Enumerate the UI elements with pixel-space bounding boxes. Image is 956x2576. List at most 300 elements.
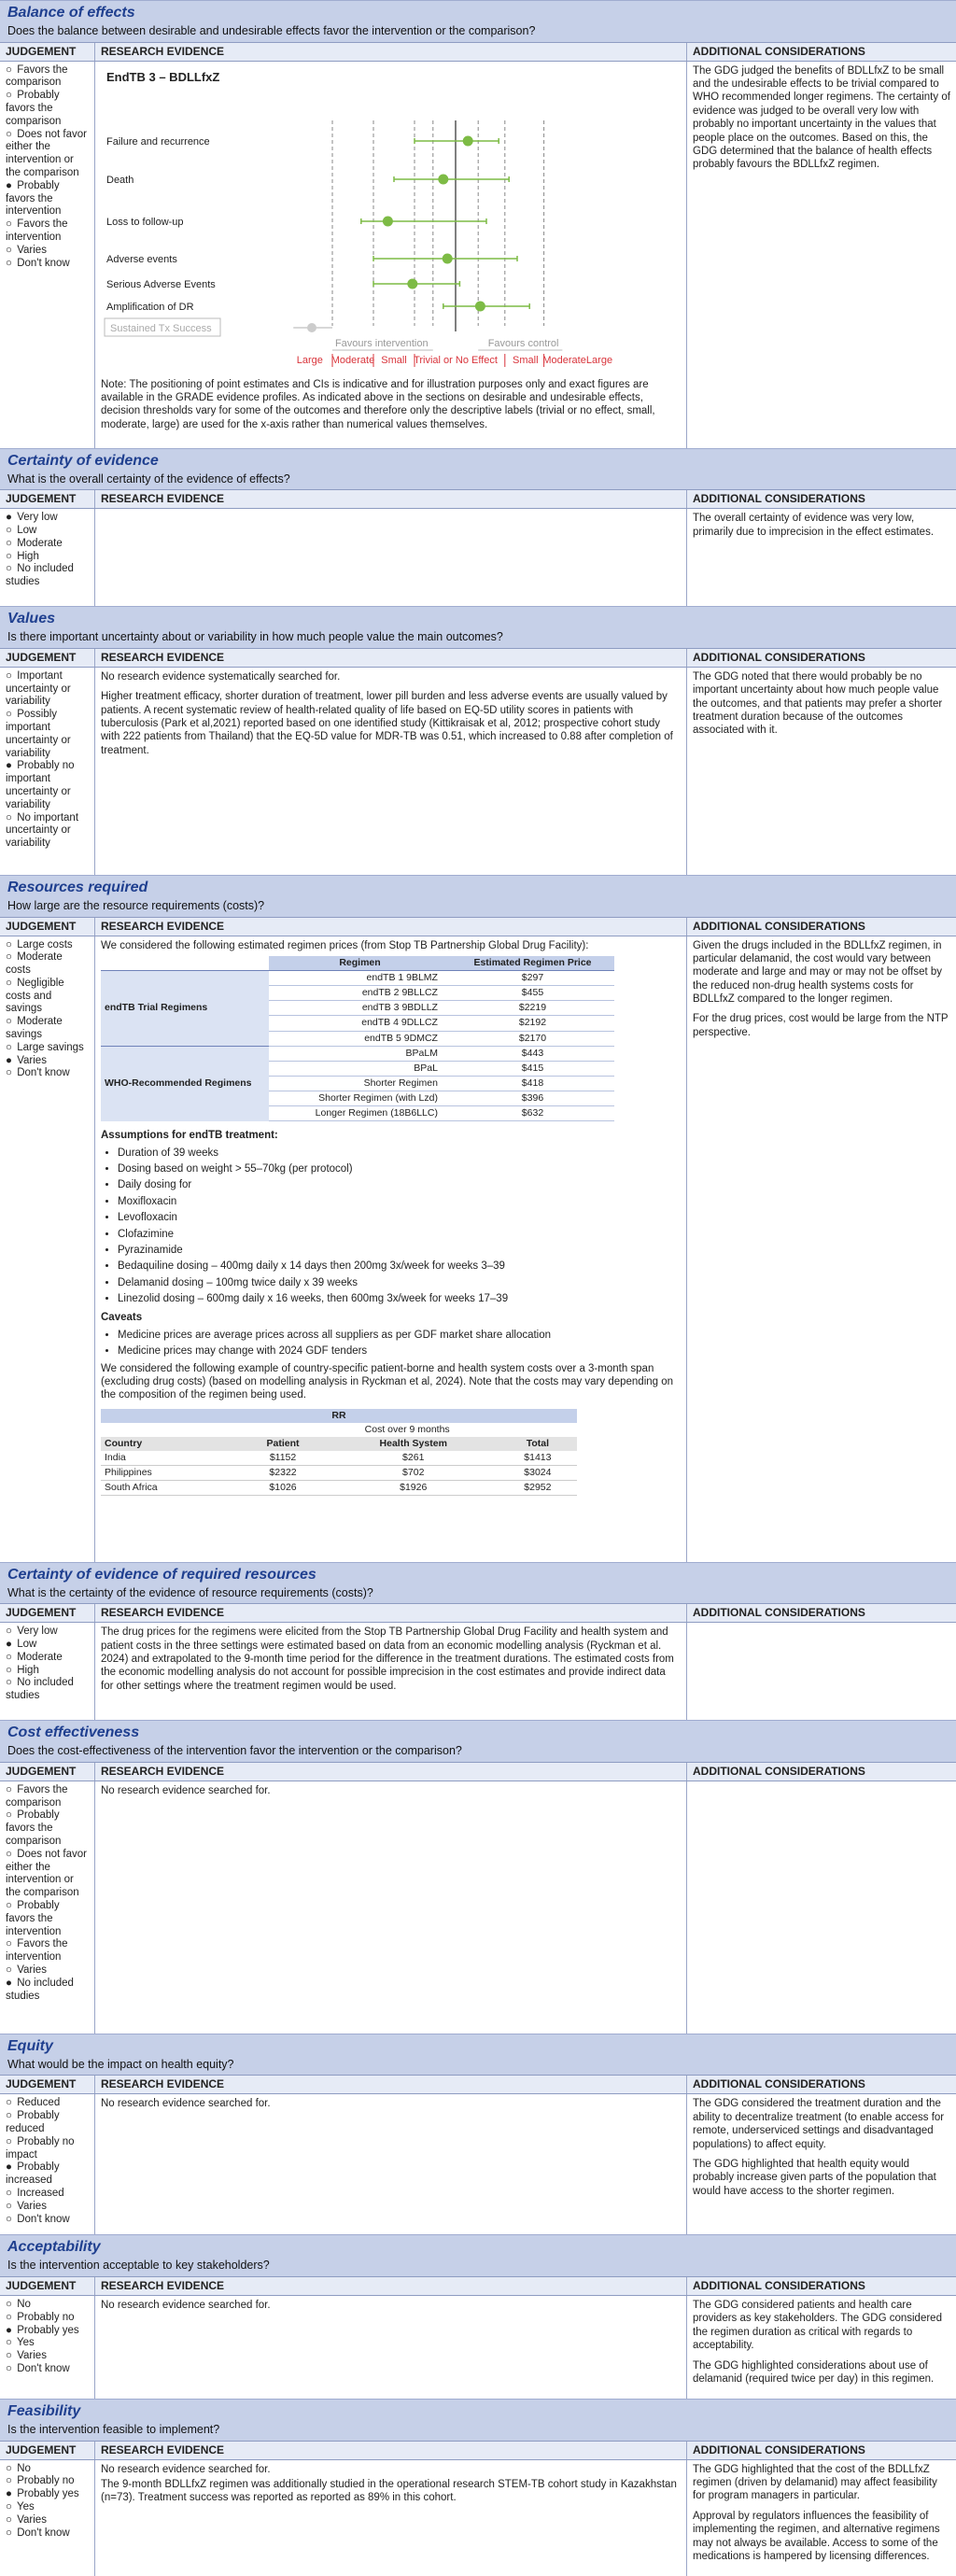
judgement-option[interactable] — [6, 2136, 89, 2162]
judgement-option-label: Varies — [14, 2200, 47, 2212]
header-additional: ADDITIONAL CONSIDERATIONS — [693, 2279, 865, 2292]
forest-faded-label: Sustained Tx Success — [110, 322, 212, 334]
header-judgement: JUDGEMENT — [0, 2442, 95, 2459]
header-additional: ADDITIONAL CONSIDERATIONS — [693, 1606, 865, 1620]
judgement-option[interactable] — [6, 2188, 89, 2201]
judgement-option-label: Moderate costs — [6, 951, 63, 977]
judgement-option[interactable] — [6, 538, 89, 551]
judgement-option-label: Does not favor either the intervention or the comparison — [6, 128, 87, 178]
price-table-regimen: Longer Regimen (18B6LLC) — [269, 1106, 451, 1121]
section-body — [0, 509, 956, 606]
radio-selected-icon: ● — [6, 1054, 12, 1066]
judgement-option-label: Favors the comparison — [6, 1783, 68, 1809]
research-text: The drug prices for the regimens were elicited from the Stop TB Partnership Global Drug Facility and health system and patient costs in the three settings were estimated based on data from an economic modelling analysis (Ryckman et al. 2024) and extrapolated to the 9-month time period for the difference in the treatment durations. The estimated costs from the economic modelling analysis do not account for possible imprecision in the cost estimates and provide indirect data for other settings where the treatment regimen would be used. — [101, 1626, 674, 1692]
judgement-options — [0, 936, 95, 1562]
judgement-option-label: Moderate — [14, 537, 63, 549]
scale-label-center: Trivial or No Effect — [414, 354, 498, 366]
cost-table-cell: South Africa — [101, 1481, 237, 1496]
research-text: The 9-month BDLLfxZ regimen was additionally studied in the operational research STEM-TB cohort study in Kazakhstan (n=73). Treatment success was reported as reported as 89% in this cohort. — [101, 2479, 677, 2504]
judgement-option[interactable] — [6, 2463, 89, 2476]
judgement-option[interactable] — [6, 1055, 89, 1068]
radio-empty-icon: ○ — [6, 2337, 12, 2349]
judgement-option-label: Important uncertainty or variability — [6, 669, 71, 708]
forest-point-estimate — [307, 323, 316, 332]
judgement-option-label: Don't know — [14, 2527, 70, 2539]
section-question: Is the intervention acceptable to key stakeholders? — [0, 2258, 956, 2276]
assumption-item: • Dosing based on weight > 55–70kg (per protocol) — [118, 1162, 681, 1175]
cost-table-subtitle: Cost over 9 months — [364, 1423, 450, 1435]
judgement-option-label: Very low — [14, 512, 58, 524]
judgement-option[interactable] — [6, 812, 89, 851]
radio-empty-icon: ○ — [6, 2501, 12, 2513]
judgement-option[interactable] — [6, 2110, 89, 2136]
forest-point-estimate — [443, 253, 453, 263]
caveat-item: • Medicine prices may change with 2024 GDF tenders — [118, 1344, 681, 1358]
research-intro: We considered the following estimated regimen prices (from Stop TB Partnership Global Drug Facility): — [101, 939, 589, 951]
judgement-option[interactable] — [6, 1016, 89, 1042]
price-table-price: $396 — [451, 1091, 614, 1106]
assumptions-title: Assumptions for endTB treatment: — [101, 1130, 278, 1142]
section-body — [0, 668, 956, 875]
judgement-option-label: Don't know — [14, 257, 70, 269]
radio-empty-icon: ○ — [6, 669, 12, 682]
judgement-option[interactable] — [6, 2337, 89, 2350]
radio-empty-icon: ○ — [6, 550, 12, 562]
forest-outcome-label: Amplification of DR — [106, 301, 194, 313]
header-research: RESEARCH EVIDENCE — [95, 1604, 687, 1622]
judgement-option-label: Probably increased — [6, 2161, 60, 2187]
cost-table-row — [101, 1481, 577, 1496]
additional-text: The GDG judged the benefits of BDLLfxZ to be small and the undesirable effects to be trivial compared to WHO recommended longer regimens. The certainty of evidence was judged to be overall very low with probably no important uncertainty in the values that people place on the outcomes. Based on this, the GDG determined that the balance of health effects probably favours the BDLLfxZ regimen. — [693, 64, 950, 171]
cost-table-cell: Philippines — [101, 1466, 237, 1481]
section-acceptability — [0, 2234, 956, 2399]
judgement-option[interactable] — [6, 1639, 89, 1652]
radio-empty-icon: ○ — [6, 2200, 12, 2212]
judgement-option[interactable] — [6, 1964, 89, 1978]
judgement-option-label: Don't know — [14, 2213, 70, 2225]
judgement-option-label: Low — [14, 525, 37, 537]
radio-empty-icon: ○ — [6, 2475, 12, 2487]
judgement-option-label: Probably no — [14, 2311, 75, 2323]
additional-considerations — [687, 936, 956, 1562]
judgement-option[interactable] — [6, 512, 89, 525]
header-judgement: JUDGEMENT — [0, 918, 95, 936]
judgement-option-label: Favors the comparison — [6, 63, 68, 89]
cost-table-cell: $2322 — [237, 1466, 328, 1481]
judgement-option[interactable] — [6, 245, 89, 258]
forest-title: EndTB 3 – BDLLfxZ — [106, 69, 220, 84]
forest-outcome-label: Loss to follow-up — [106, 216, 184, 228]
radio-empty-icon: ○ — [6, 1809, 12, 1822]
research-text: No research evidence searched for. — [101, 2463, 271, 2475]
price-table-price: $2192 — [451, 1016, 614, 1031]
radio-empty-icon: ○ — [6, 2135, 12, 2147]
assumption-item: • Linezolid dosing – 600mg daily x 16 weeks, then 600mg 3x/week for weeks 17–39 — [118, 1292, 681, 1305]
section-title: Equity — [0, 2034, 956, 2057]
header-additional: ADDITIONAL CONSIDERATIONS — [693, 492, 865, 506]
section-resources-required — [0, 875, 956, 1562]
radio-selected-icon: ● — [6, 2488, 12, 2500]
judgement-option[interactable] — [6, 2501, 89, 2514]
regimen-price-table — [101, 956, 614, 1121]
price-table-regimen: BPaL — [269, 1061, 451, 1076]
section-question: What is the certainty of the evidence of resource requirements (costs)? — [0, 1585, 956, 1604]
radio-empty-icon: ○ — [6, 977, 12, 989]
scale-label: Large — [585, 354, 613, 366]
section-title: Resources required — [0, 875, 956, 898]
column-headers — [0, 2075, 956, 2094]
cost-table-cell: India — [101, 1451, 237, 1466]
judgement-option[interactable] — [6, 709, 89, 760]
radio-empty-icon: ○ — [6, 2350, 12, 2362]
judgement-option-label: Varies — [14, 2350, 47, 2362]
judgement-option-label: No — [14, 2462, 31, 2474]
judgement-option-label: No important uncertainty or variability — [6, 811, 79, 850]
judgement-option-label: High — [14, 550, 39, 562]
research-text: No research evidence systematically searched for. — [101, 670, 341, 683]
judgement-option-label: No — [14, 2299, 31, 2310]
header-research: RESEARCH EVIDENCE — [95, 918, 687, 936]
header-additional: ADDITIONAL CONSIDERATIONS — [693, 44, 865, 58]
judgement-option[interactable] — [6, 2312, 89, 2325]
radio-empty-icon: ○ — [6, 709, 12, 721]
judgement-option[interactable] — [6, 2097, 89, 2110]
radio-empty-icon: ○ — [6, 2462, 12, 2474]
additional-text: The overall certainty of evidence was very low, primarily due to imprecision in the effect estimates. — [693, 513, 935, 538]
radio-empty-icon: ○ — [6, 1664, 12, 1676]
header-additional: ADDITIONAL CONSIDERATIONS — [693, 1764, 865, 1778]
cost-table-cell: $3024 — [499, 1466, 577, 1481]
forest-note: Note: The positioning of point estimates and CIs is indicative and for illustration purposes only and exact figures are available in the GRADE evidence profiles. As indicated above in the sections on desirable and undesirable effects, decision thresholds vary for some of the outcomes and therefore only the descriptive labels (trivial or no effect, small, moderate, large) are used for the x-axis rather than numerical values themselves. — [101, 378, 655, 430]
section-title: Balance of effects — [0, 0, 956, 23]
assumption-item: • Duration of 39 weeks — [118, 1147, 681, 1160]
judgement-option-label: Don't know — [14, 2362, 70, 2374]
judgement-option-label: Probably reduced — [6, 2110, 60, 2134]
price-table-row — [101, 1046, 614, 1061]
price-table-header: Regimen — [269, 956, 451, 971]
judgement-option[interactable] — [6, 2201, 89, 2214]
forest-point-estimate — [438, 174, 448, 184]
header-judgement: JUDGEMENT — [0, 1604, 95, 1622]
forest-point-estimate — [463, 135, 473, 146]
judgement-options — [0, 509, 95, 606]
additional-considerations — [687, 1623, 956, 1720]
header-research: RESEARCH EVIDENCE — [95, 43, 687, 61]
forest-outcome-label: Serious Adverse Events — [106, 278, 216, 290]
cost-table-row — [101, 1451, 577, 1466]
judgement-option-label: No included studies — [6, 1977, 74, 2002]
header-research: RESEARCH EVIDENCE — [95, 2277, 687, 2295]
caveat-item: • Medicine prices are average prices across all suppliers as per GDF market share allocation — [118, 1329, 681, 1342]
radio-empty-icon: ○ — [6, 2311, 12, 2323]
scale-label: Moderate — [542, 354, 586, 366]
judgement-option[interactable] — [6, 670, 89, 709]
judgement-options — [0, 1781, 95, 2034]
column-headers — [0, 648, 956, 668]
cost-table-cell: $1026 — [237, 1481, 328, 1496]
judgement-option-label: Varies — [14, 244, 47, 256]
cost-table-cell: $2952 — [499, 1481, 577, 1496]
judgement-option-label: Reduced — [14, 2097, 61, 2109]
column-headers — [0, 1762, 956, 1781]
judgement-option[interactable] — [6, 1652, 89, 1665]
column-headers — [0, 2441, 956, 2460]
judgement-option[interactable] — [6, 2363, 89, 2376]
radio-empty-icon: ○ — [6, 244, 12, 256]
judgement-option[interactable] — [6, 1938, 89, 1964]
judgement-option[interactable] — [6, 1665, 89, 1678]
section-cost-effectiveness — [0, 1720, 956, 2034]
country-cost-table — [101, 1409, 577, 1497]
section-title: Feasibility — [0, 2399, 956, 2422]
judgement-option[interactable] — [6, 1809, 89, 1848]
judgement-option-label: Yes — [14, 2501, 35, 2513]
radio-empty-icon: ○ — [6, 1899, 12, 1911]
judgement-option[interactable] — [6, 1849, 89, 1900]
research-evidence — [95, 2296, 687, 2399]
judgement-option[interactable] — [6, 129, 89, 180]
price-table-price: $443 — [451, 1046, 614, 1061]
price-table-price: $415 — [451, 1061, 614, 1076]
judgement-option-label: Does not favor either the intervention or the comparison — [6, 1848, 87, 1899]
cost-table-header: Total — [499, 1437, 577, 1451]
section-title: Values — [0, 606, 956, 629]
radio-selected-icon: ● — [6, 1638, 12, 1650]
research-text: No research evidence searched for. — [101, 1784, 271, 1796]
price-table-group: WHO-Recommended Regimens — [101, 1046, 269, 1121]
forest-outcome-label: Failure and recurrence — [106, 135, 210, 148]
judgement-option[interactable] — [6, 978, 89, 1016]
costs-text: We considered the following example of country-specific patient-borne and health system costs over a 3-month span (excluding drug costs) (based on modelling analysis in Ryckman et al, 2024). Note that the costs may vary depending on the composition of the regimen being used. — [101, 1362, 674, 1401]
judgement-option[interactable] — [6, 2214, 89, 2227]
favours-intervention-label: Favours intervention — [334, 337, 429, 349]
radio-empty-icon: ○ — [6, 525, 12, 537]
judgement-option-label: Probably favors the comparison — [6, 90, 62, 127]
radio-empty-icon: ○ — [6, 257, 12, 269]
cost-table-cell: $1152 — [237, 1451, 328, 1466]
research-evidence — [95, 1623, 687, 1720]
judgement-option[interactable] — [6, 2325, 89, 2338]
judgement-option[interactable] — [6, 1042, 89, 1055]
section-certainty-of-evidence — [0, 448, 956, 607]
additional-considerations — [687, 509, 956, 606]
price-table-price: $632 — [451, 1106, 614, 1121]
judgement-option-label: Negligible costs and savings — [6, 977, 64, 1015]
judgement-option-label: Probably favors the intervention — [6, 179, 62, 218]
judgement-option[interactable] — [6, 1626, 89, 1639]
radio-empty-icon: ○ — [6, 1067, 12, 1079]
section-body — [0, 1781, 956, 2034]
judgement-option-label: Varies — [14, 1964, 47, 1976]
header-additional: ADDITIONAL CONSIDERATIONS — [693, 2442, 865, 2456]
research-evidence — [95, 2094, 687, 2234]
section-body — [0, 2296, 956, 2399]
radio-empty-icon: ○ — [6, 2110, 12, 2122]
radio-empty-icon: ○ — [6, 811, 12, 823]
column-headers — [0, 489, 956, 509]
judgement-option[interactable] — [6, 258, 89, 271]
judgement-option-label: Moderate — [14, 1651, 63, 1663]
radio-selected-icon: ● — [6, 760, 12, 772]
header-judgement: JUDGEMENT — [0, 2277, 95, 2295]
cost-table-title: RR — [101, 1409, 577, 1423]
radio-empty-icon: ○ — [6, 1677, 12, 1689]
price-table-price: $455 — [451, 986, 614, 1001]
judgement-option[interactable] — [6, 939, 89, 952]
header-research: RESEARCH EVIDENCE — [95, 2076, 687, 2093]
assumption-item: • Levofloxacin — [118, 1211, 681, 1224]
judgement-option[interactable] — [6, 525, 89, 538]
research-text: Higher treatment efficacy, shorter duration of treatment, lower pill burden and less adverse events are usually valued by patients. A recent systematic review of health-related quality of life based on EQ-5D utility scores in patients with tuberculosis (Park et al,2021) reported based on one identified study (Kittikraisak et al, 2012; prospective cohort study with 222 patients from Thailand) that the EQ-5D value for MDR-TB was 0.51, which increased to 0.88 after completion of treatment. — [101, 691, 673, 756]
header-judgement: JUDGEMENT — [0, 2076, 95, 2093]
forest-point-estimate — [475, 301, 485, 311]
judgement-option[interactable] — [6, 1067, 89, 1080]
judgement-option[interactable] — [6, 2488, 89, 2501]
radio-empty-icon: ○ — [6, 563, 12, 575]
forest-point-estimate — [383, 216, 393, 226]
section-certainty-resources — [0, 1562, 956, 1721]
radio-selected-icon: ● — [6, 1977, 12, 1989]
additional-text: Given the drugs included in the BDLLfxZ regimen, in particular delamanid, the cost would vary between moderate and large and may or may not be offset by the reduced non-drug health systems costs for BDLLfxZ compared to the longer regimen. — [693, 939, 942, 1005]
price-table-price: $2170 — [451, 1031, 614, 1046]
cost-table-header: Patient — [237, 1437, 328, 1451]
section-values — [0, 606, 956, 875]
radio-empty-icon: ○ — [6, 537, 12, 549]
judgement-option[interactable] — [6, 1900, 89, 1938]
judgement-option-label: Increased — [14, 2187, 64, 2199]
judgement-option[interactable] — [6, 2514, 89, 2527]
header-additional: ADDITIONAL CONSIDERATIONS — [693, 2077, 865, 2091]
additional-text: For the drug prices, cost would be large from the NTP perspective. — [693, 1013, 949, 1038]
header-judgement: JUDGEMENT — [0, 43, 95, 61]
assumption-item: • Pyrazinamide — [118, 1244, 681, 1257]
radio-selected-icon: ● — [6, 2161, 12, 2174]
research-evidence — [95, 1781, 687, 2034]
judgement-option[interactable] — [6, 2299, 89, 2312]
caveats-title: Caveats — [101, 1312, 143, 1324]
additional-considerations — [687, 2296, 956, 2399]
judgement-option[interactable] — [6, 2475, 89, 2488]
additional-considerations — [687, 62, 956, 448]
caveats-list — [118, 1329, 681, 1358]
judgement-option-label: Probably favors the comparison — [6, 1809, 62, 1847]
research-text: No research evidence searched for. — [101, 2098, 271, 2110]
judgement-option-label: Probably yes — [14, 2488, 79, 2500]
price-table-price: $418 — [451, 1076, 614, 1091]
additional-text: The GDG considered patients and health care providers as key stakeholders. The GDG considered the regimen duration as critical with regards to acceptability. — [693, 2300, 942, 2352]
judgement-options — [0, 2460, 95, 2576]
additional-considerations — [687, 2460, 956, 2576]
radio-empty-icon: ○ — [6, 2513, 12, 2526]
column-headers — [0, 42, 956, 62]
judgement-option-label: Probably yes — [14, 2324, 79, 2336]
judgement-options — [0, 62, 95, 448]
judgement-option-label: No included studies — [6, 1677, 74, 1702]
section-title: Certainty of evidence of required resources — [0, 1562, 956, 1585]
judgement-options — [0, 2296, 95, 2399]
forest-outcome-label: Adverse events — [106, 253, 177, 265]
section-body — [0, 1623, 956, 1720]
radio-selected-icon: ● — [6, 179, 12, 191]
judgement-option[interactable] — [6, 180, 89, 218]
judgement-options — [0, 2094, 95, 2234]
additional-considerations — [687, 2094, 956, 2234]
judgement-option[interactable] — [6, 760, 89, 811]
judgement-option[interactable] — [6, 1677, 89, 1703]
judgement-option-label: Possibly important uncertainty or variability — [6, 709, 71, 759]
judgement-option-label: Large costs — [14, 938, 73, 950]
judgement-option[interactable] — [6, 563, 89, 589]
header-additional: ADDITIONAL CONSIDERATIONS — [693, 650, 865, 664]
additional-text: The GDG highlighted that health equity would probably increase given parts of the population that would have access to the shorter regimen. — [693, 2158, 936, 2197]
price-table-regimen: Shorter Regimen — [269, 1076, 451, 1091]
additional-text: The GDG considered the treatment duration and the ability to decentralize treatment (to enable access for remote, underserviced settings and disadvantaged populations) to affect equity. — [693, 2098, 945, 2150]
radio-empty-icon: ○ — [6, 2097, 12, 2109]
judgement-option[interactable] — [6, 2350, 89, 2363]
price-table-regimen: endTB 3 9BDLLZ — [269, 1001, 451, 1016]
radio-empty-icon: ○ — [6, 1938, 12, 1950]
judgement-option[interactable] — [6, 90, 89, 128]
radio-empty-icon: ○ — [6, 218, 12, 231]
judgement-option[interactable] — [6, 64, 89, 91]
judgement-option-label: Moderate savings — [6, 1016, 63, 1041]
radio-empty-icon: ○ — [6, 1041, 12, 1053]
radio-empty-icon: ○ — [6, 63, 12, 76]
judgement-option-label: Favors the intervention — [6, 218, 68, 243]
radio-empty-icon: ○ — [6, 2213, 12, 2225]
cost-table-header: Health System — [329, 1437, 499, 1451]
radio-empty-icon: ○ — [6, 951, 12, 964]
judgement-option[interactable] — [6, 218, 89, 245]
cost-table-cell: $1413 — [499, 1451, 577, 1466]
judgement-option-label: High — [14, 1664, 39, 1676]
additional-text: The GDG highlighted that the cost of the BDLLfxZ regimen (driven by delamanid) may affect feasibility for program managers in particular. — [693, 2463, 937, 2502]
header-additional: ADDITIONAL CONSIDERATIONS — [693, 919, 865, 933]
scale-label: Small — [513, 354, 539, 366]
judgement-option-label: Probably no — [14, 2475, 75, 2487]
judgement-option[interactable] — [6, 2161, 89, 2188]
forest-plot — [101, 64, 682, 373]
price-table-corner — [101, 956, 269, 971]
column-headers — [0, 1603, 956, 1623]
judgement-option[interactable] — [6, 551, 89, 564]
section-question: What is the overall certainty of the evidence of effects? — [0, 472, 956, 490]
assumption-item: • Delamanid dosing – 100mg twice daily x 39 weeks — [118, 1276, 681, 1289]
judgement-option-label: Large savings — [14, 1041, 84, 1053]
section-body — [0, 2460, 956, 2576]
section-body — [0, 2094, 956, 2234]
forest-outcome-label: Death — [106, 174, 134, 186]
cost-table-cell: $702 — [329, 1466, 499, 1481]
research-text: No research evidence searched for. — [101, 2300, 271, 2311]
radio-empty-icon: ○ — [6, 1848, 12, 1860]
judgement-options — [0, 668, 95, 875]
header-research: RESEARCH EVIDENCE — [95, 1763, 687, 1781]
judgement-option[interactable] — [6, 2527, 89, 2541]
radio-empty-icon: ○ — [6, 1651, 12, 1663]
section-question: Is the intervention feasible to implement? — [0, 2422, 956, 2441]
price-table-regimen: endTB 2 9BLLCZ — [269, 986, 451, 1001]
judgement-option[interactable] — [6, 1978, 89, 2004]
judgement-option[interactable] — [6, 1784, 89, 1810]
scale-label: Large — [296, 354, 323, 366]
section-balance-of-effects — [0, 0, 956, 448]
header-judgement: JUDGEMENT — [0, 1763, 95, 1781]
judgement-option-label: Very low — [14, 1626, 58, 1638]
judgement-option-label: Don't know — [14, 1067, 70, 1079]
judgement-option[interactable] — [6, 951, 89, 978]
radio-empty-icon: ○ — [6, 2362, 12, 2374]
